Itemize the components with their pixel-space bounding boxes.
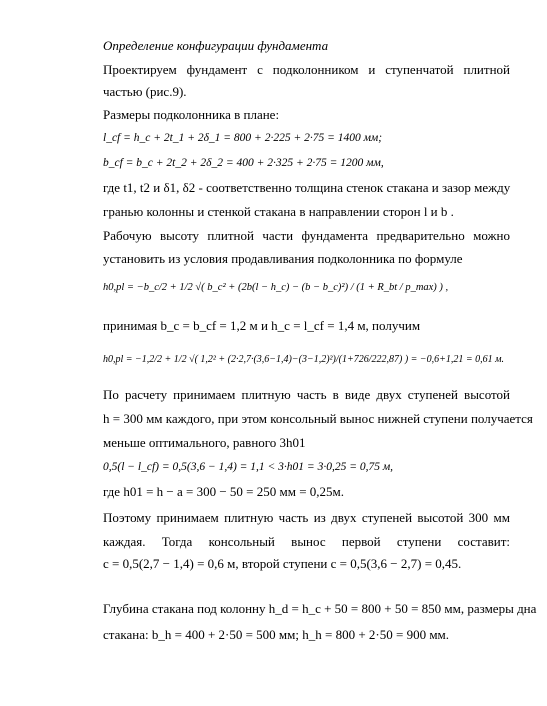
paragraph-2: Размеры подколонника в плане: [103,107,280,122]
paragraph-4-line-1: Рабочую высоту плитной части фундамента предварительно можно [103,228,510,243]
paragraph-1-line-2: частью (рис.9). [103,84,187,99]
paragraph-6-line-2: h = 300 мм каждого, при этом консольный вынос нижней ступени получается [103,411,533,426]
paragraph-9-line-2: стакана: b_h = 400 + 2·50 = 500 мм; h_h = 800 + 2·50 = 900 мм. [103,627,450,642]
paragraph-8-line-2: каждая. Тогда консольный вынос первой ступени составит: [103,534,510,549]
paragraph-5: принимая b_c = b_cf = 1,2 м и h_c = l_cf = 1,4 м, получим [103,318,421,333]
formula-h0pl: h0,pl = −b_c/2 + 1/2 √( b_c² + (2b(l − h_c) − (b − b_c)²) / (1 + R_bt / p_max) ) , [103,282,449,293]
formula-cantilever-check: 0,5(l − l_cf) = 0,5(3,6 − 1,4) = 1,1 < 3·h01 = 3·0,25 = 0,75 м, [103,461,394,473]
paragraph-3-line-1: где t1, t2 и δ1, δ2 - соответственно толщина стенок стакана и зазор между [103,180,511,195]
paragraph-3-line-2: гранью колонны и стенкой стакана в направлении сторон l и b . [103,204,454,219]
formula-h0pl-calc: h0,pl = −1,2/2 + 1/2 √( 1,2² + (2·2,7·(3,6−1,4)−(3−1,2)²)/(1+726/222,87) ) = −0,6+1,21 = 0,61 м. [103,354,505,365]
paragraph-8-line-1: Поэтому принимаем плитную часть из двух ступеней высотой 300 мм [103,510,510,525]
formula-bcf: b_cf = b_c + 2t_2 + 2δ_2 = 400 + 2·325 + 2·75 = 1200 мм, [103,157,384,169]
paragraph-6-line-1: По расчету принимаем плитную часть в виде двух ступеней высотой [103,387,510,402]
paragraph-6-line-3: меньше оптимального, равного 3h01 [103,435,306,450]
paragraph-4-line-2: установить из условия продавливания подколонника по формуле [103,251,463,266]
paragraph-1-line-1: Проектируем фундамент с подколонником и ступенчатой плитной [103,62,510,77]
paragraph-9-line-1: Глубина стакана под колонну h_d = h_c + 50 = 800 + 50 = 850 мм, размеры дна [103,601,537,616]
paragraph-7: где h01 = h − a = 300 − 50 = 250 мм = 0,25м. [103,484,345,499]
paragraph-8-line-3: c = 0,5(2,7 − 1,4) = 0,6 м, второй ступени c = 0,5(3,6 − 2,7) = 0,45. [103,556,462,571]
section-heading: Определение конфигурации фундамента [103,38,329,53]
formula-lcf: l_cf = h_c + 2t_1 + 2δ_1 = 800 + 2·225 + 2·75 = 1400 мм; [103,132,383,144]
